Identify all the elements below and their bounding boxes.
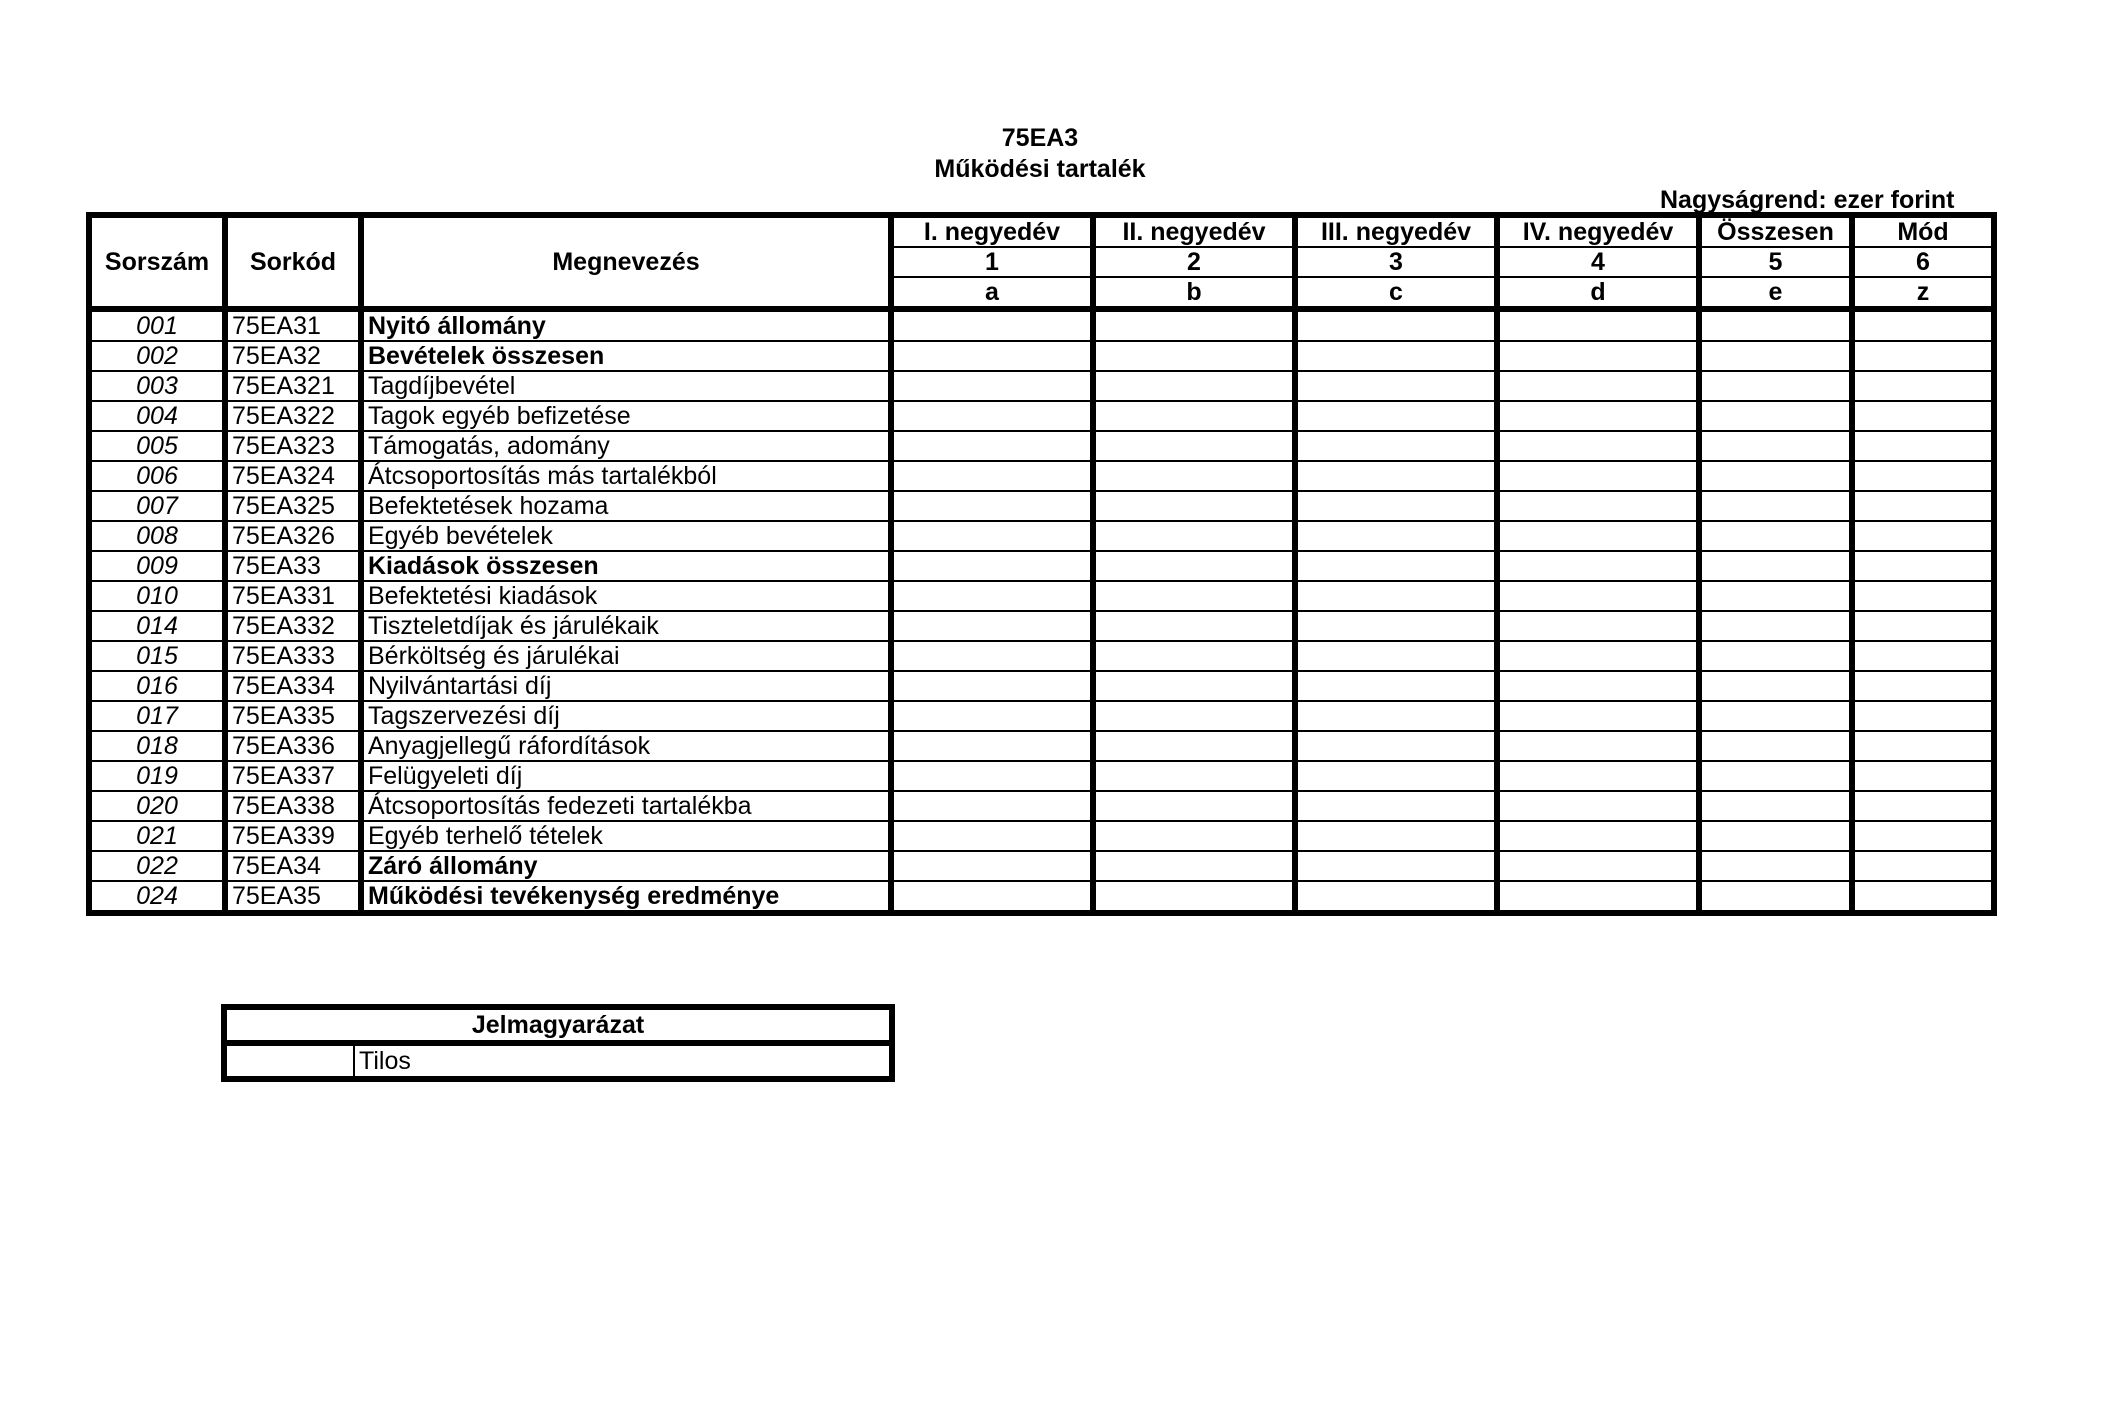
row-sorkod: 75EA335 xyxy=(225,701,361,731)
value-cell[interactable] xyxy=(1093,491,1295,521)
header-period-letter: c xyxy=(1295,277,1497,309)
header-period-label: I. negyedév xyxy=(891,215,1093,247)
row-sorszam: 017 xyxy=(89,701,225,731)
row-sorszam: 008 xyxy=(89,521,225,551)
header-period-num: 5 xyxy=(1699,247,1852,277)
value-cell[interactable] xyxy=(1852,491,1994,521)
table-row xyxy=(89,581,1994,611)
value-cell[interactable] xyxy=(1699,491,1852,521)
table-row xyxy=(89,851,1994,881)
value-cell[interactable] xyxy=(1699,671,1852,701)
value-cell[interactable] xyxy=(1497,671,1699,701)
value-cell[interactable] xyxy=(1699,521,1852,551)
value-cell[interactable] xyxy=(1497,581,1699,611)
table-row xyxy=(89,309,1994,341)
value-cell[interactable] xyxy=(1497,491,1699,521)
main-table xyxy=(86,212,1997,916)
row-sorkod: 75EA321 xyxy=(225,371,361,401)
row-megnevezes: Működési tevékenység eredménye xyxy=(361,881,891,913)
row-sorszam: 016 xyxy=(89,671,225,701)
row-megnevezes: Tagok egyéb befizetése xyxy=(361,401,891,431)
row-sorkod: 75EA332 xyxy=(225,611,361,641)
value-cell[interactable] xyxy=(1093,611,1295,641)
row-sorkod: 75EA326 xyxy=(225,521,361,551)
table-row xyxy=(89,641,1994,671)
row-sorkod: 75EA324 xyxy=(225,461,361,491)
header-period-label: Összesen xyxy=(1699,215,1852,247)
value-cell[interactable] xyxy=(1295,791,1497,821)
table-row xyxy=(89,791,1994,821)
row-sorkod: 75EA333 xyxy=(225,641,361,671)
row-megnevezes: Tiszteletdíjak és járulékaik xyxy=(361,611,891,641)
value-cell[interactable] xyxy=(1295,701,1497,731)
row-sorkod: 75EA34 xyxy=(225,851,361,881)
value-cell[interactable] xyxy=(1295,431,1497,461)
value-cell[interactable] xyxy=(1497,341,1699,371)
row-sorkod: 75EA325 xyxy=(225,491,361,521)
value-cell[interactable] xyxy=(1295,731,1497,761)
value-cell[interactable] xyxy=(1497,551,1699,581)
value-cell[interactable] xyxy=(1093,431,1295,461)
header-period-letter: a xyxy=(891,277,1093,309)
value-cell[interactable] xyxy=(1699,611,1852,641)
value-cell[interactable] xyxy=(1295,551,1497,581)
value-cell[interactable] xyxy=(1852,611,1994,641)
value-cell[interactable] xyxy=(1852,341,1994,371)
value-cell[interactable] xyxy=(891,851,1093,881)
header-period-label: Mód xyxy=(1852,215,1994,247)
row-sorkod: 75EA31 xyxy=(225,309,361,341)
row-megnevezes: Egyéb bevételek xyxy=(361,521,891,551)
value-cell[interactable] xyxy=(891,431,1093,461)
value-cell[interactable] xyxy=(1852,431,1994,461)
value-cell[interactable] xyxy=(1295,521,1497,551)
value-cell[interactable] xyxy=(1093,551,1295,581)
value-cell[interactable] xyxy=(1295,821,1497,851)
row-sorszam: 014 xyxy=(89,611,225,641)
header-period-num: 3 xyxy=(1295,247,1497,277)
value-cell[interactable] xyxy=(1093,821,1295,851)
value-cell[interactable] xyxy=(1699,881,1852,913)
value-cell[interactable] xyxy=(1295,309,1497,341)
value-cell[interactable] xyxy=(1852,551,1994,581)
row-sorkod: 75EA35 xyxy=(225,881,361,913)
header-period-num: 2 xyxy=(1093,247,1295,277)
form-code: 75EA3 xyxy=(1001,124,1079,152)
value-cell[interactable] xyxy=(1093,671,1295,701)
value-cell[interactable] xyxy=(1852,731,1994,761)
row-megnevezes: Befektetési kiadások xyxy=(361,581,891,611)
row-megnevezes: Bérköltség és járulékai xyxy=(361,641,891,671)
row-sorszam: 002 xyxy=(89,341,225,371)
value-cell[interactable] xyxy=(891,581,1093,611)
row-megnevezes: Anyagjellegű ráfordítások xyxy=(361,731,891,761)
value-cell[interactable] xyxy=(891,371,1093,401)
value-cell[interactable] xyxy=(1093,309,1295,341)
value-cell[interactable] xyxy=(1699,551,1852,581)
row-megnevezes: Átcsoportosítás más tartalékból xyxy=(361,461,891,491)
value-cell[interactable] xyxy=(1497,701,1699,731)
row-megnevezes: Egyéb terhelő tételek xyxy=(361,821,891,851)
legend-swatch xyxy=(224,1043,354,1079)
header-period-num: 6 xyxy=(1852,247,1994,277)
row-sorkod: 75EA323 xyxy=(225,431,361,461)
value-cell[interactable] xyxy=(1852,821,1994,851)
value-cell[interactable] xyxy=(1295,371,1497,401)
value-cell[interactable] xyxy=(891,491,1093,521)
value-cell[interactable] xyxy=(1295,641,1497,671)
value-cell[interactable] xyxy=(1852,701,1994,731)
value-cell[interactable] xyxy=(1093,461,1295,491)
value-cell[interactable] xyxy=(891,551,1093,581)
value-cell[interactable] xyxy=(1699,401,1852,431)
value-cell[interactable] xyxy=(1699,309,1852,341)
row-sorkod: 75EA33 xyxy=(225,551,361,581)
value-cell[interactable] xyxy=(1699,581,1852,611)
value-cell[interactable] xyxy=(1497,821,1699,851)
legend-item-label: Tilos xyxy=(354,1043,892,1079)
value-cell[interactable] xyxy=(1093,851,1295,881)
value-cell[interactable] xyxy=(1295,761,1497,791)
row-megnevezes: Tagdíjbevétel xyxy=(361,371,891,401)
table-row xyxy=(89,461,1994,491)
value-cell[interactable] xyxy=(1295,341,1497,371)
value-cell[interactable] xyxy=(1699,821,1852,851)
row-megnevezes: Támogatás, adomány xyxy=(361,431,891,461)
value-cell[interactable] xyxy=(891,731,1093,761)
row-sorszam: 007 xyxy=(89,491,225,521)
value-cell[interactable] xyxy=(891,791,1093,821)
value-cell[interactable] xyxy=(1295,671,1497,701)
value-cell[interactable] xyxy=(1497,309,1699,341)
row-sorkod: 75EA338 xyxy=(225,791,361,821)
row-sorkod: 75EA32 xyxy=(225,341,361,371)
row-sorszam: 015 xyxy=(89,641,225,671)
value-cell[interactable] xyxy=(1295,851,1497,881)
table-row xyxy=(89,371,1994,401)
table-row xyxy=(89,341,1994,371)
row-sorszam: 004 xyxy=(89,401,225,431)
value-cell[interactable] xyxy=(1295,491,1497,521)
table-row xyxy=(89,551,1994,581)
value-cell[interactable] xyxy=(891,611,1093,641)
value-cell[interactable] xyxy=(1093,521,1295,551)
value-cell[interactable] xyxy=(1093,731,1295,761)
table-row xyxy=(89,881,1994,913)
value-cell[interactable] xyxy=(1093,701,1295,731)
table-row xyxy=(89,761,1994,791)
row-megnevezes: Bevételek összesen xyxy=(361,341,891,371)
value-cell[interactable] xyxy=(1497,611,1699,641)
value-cell[interactable] xyxy=(1093,371,1295,401)
value-cell[interactable] xyxy=(1699,431,1852,461)
header-period-label: IV. negyedév xyxy=(1497,215,1699,247)
value-cell[interactable] xyxy=(1497,431,1699,461)
row-sorkod: 75EA337 xyxy=(225,761,361,791)
header-period-letter: b xyxy=(1093,277,1295,309)
value-cell[interactable] xyxy=(1295,881,1497,913)
header-period-letter: e xyxy=(1699,277,1852,309)
value-cell[interactable] xyxy=(1852,851,1994,881)
table-row xyxy=(89,401,1994,431)
row-sorkod: 75EA322 xyxy=(225,401,361,431)
header-period-label: II. negyedév xyxy=(1093,215,1295,247)
value-cell[interactable] xyxy=(1093,791,1295,821)
value-cell[interactable] xyxy=(891,761,1093,791)
row-megnevezes: Kiadások összesen xyxy=(361,551,891,581)
value-cell[interactable] xyxy=(1852,791,1994,821)
value-cell[interactable] xyxy=(1497,521,1699,551)
table-row xyxy=(89,821,1994,851)
value-cell[interactable] xyxy=(891,821,1093,851)
value-cell[interactable] xyxy=(891,701,1093,731)
row-megnevezes: Nyilvántartási díj xyxy=(361,671,891,701)
value-cell[interactable] xyxy=(1699,731,1852,761)
value-cell[interactable] xyxy=(1093,761,1295,791)
value-cell[interactable] xyxy=(891,401,1093,431)
row-sorkod: 75EA339 xyxy=(225,821,361,851)
table-row xyxy=(89,671,1994,701)
value-cell[interactable] xyxy=(1699,371,1852,401)
value-cell[interactable] xyxy=(1497,881,1699,913)
row-megnevezes: Felügyeleti díj xyxy=(361,761,891,791)
value-cell[interactable] xyxy=(1295,611,1497,641)
form-title: Működési tartalék xyxy=(934,155,1146,183)
value-cell[interactable] xyxy=(1699,851,1852,881)
row-sorszam: 009 xyxy=(89,551,225,581)
row-megnevezes: Átcsoportosítás fedezeti tartalékba xyxy=(361,791,891,821)
row-sorkod: 75EA334 xyxy=(225,671,361,701)
unit-note: Nagyságrend: ezer forint xyxy=(1660,186,1955,214)
value-cell[interactable] xyxy=(1093,881,1295,913)
header-period-num: 4 xyxy=(1497,247,1699,277)
value-cell[interactable] xyxy=(1699,341,1852,371)
row-sorszam: 010 xyxy=(89,581,225,611)
value-cell[interactable] xyxy=(1699,461,1852,491)
row-sorszam: 019 xyxy=(89,761,225,791)
value-cell[interactable] xyxy=(1093,341,1295,371)
header-period-letter: d xyxy=(1497,277,1699,309)
row-sorszam: 003 xyxy=(89,371,225,401)
row-sorszam: 022 xyxy=(89,851,225,881)
value-cell[interactable] xyxy=(1699,761,1852,791)
value-cell[interactable] xyxy=(1852,309,1994,341)
value-cell[interactable] xyxy=(1852,641,1994,671)
header-sorszam: Sorszám xyxy=(89,215,225,309)
table-row xyxy=(89,611,1994,641)
value-cell[interactable] xyxy=(1497,401,1699,431)
value-cell[interactable] xyxy=(1699,701,1852,731)
value-cell[interactable] xyxy=(1093,641,1295,671)
value-cell[interactable] xyxy=(1295,401,1497,431)
table-row xyxy=(89,701,1994,731)
value-cell[interactable] xyxy=(1852,881,1994,913)
value-cell[interactable] xyxy=(1295,461,1497,491)
value-cell[interactable] xyxy=(1699,641,1852,671)
table-row xyxy=(89,431,1994,461)
value-cell[interactable] xyxy=(1497,851,1699,881)
value-cell[interactable] xyxy=(891,341,1093,371)
row-megnevezes: Záró állomány xyxy=(361,851,891,881)
value-cell[interactable] xyxy=(891,671,1093,701)
value-cell[interactable] xyxy=(1852,461,1994,491)
value-cell[interactable] xyxy=(1699,791,1852,821)
header-megnevezes: Megnevezés xyxy=(361,215,891,309)
value-cell[interactable] xyxy=(1852,761,1994,791)
value-cell[interactable] xyxy=(891,521,1093,551)
header-period-letter: z xyxy=(1852,277,1994,309)
value-cell[interactable] xyxy=(1497,371,1699,401)
header-period-label: III. negyedév xyxy=(1295,215,1497,247)
legend-table xyxy=(221,1004,895,1082)
row-megnevezes: Tagszervezési díj xyxy=(361,701,891,731)
value-cell[interactable] xyxy=(1852,521,1994,551)
table-row xyxy=(89,731,1994,761)
row-sorszam: 006 xyxy=(89,461,225,491)
value-cell[interactable] xyxy=(1497,791,1699,821)
value-cell[interactable] xyxy=(1852,581,1994,611)
value-cell[interactable] xyxy=(1852,401,1994,431)
value-cell[interactable] xyxy=(1295,581,1497,611)
value-cell[interactable] xyxy=(891,641,1093,671)
row-megnevezes: Befektetések hozama xyxy=(361,491,891,521)
value-cell[interactable] xyxy=(1093,401,1295,431)
row-sorszam: 021 xyxy=(89,821,225,851)
row-sorszam: 018 xyxy=(89,731,225,761)
row-sorszam: 024 xyxy=(89,881,225,913)
value-cell[interactable] xyxy=(1497,641,1699,671)
legend-title: Jelmagyarázat xyxy=(224,1007,892,1043)
value-cell[interactable] xyxy=(1497,461,1699,491)
value-cell[interactable] xyxy=(1093,581,1295,611)
header-sorkod: Sorkód xyxy=(225,215,361,309)
row-sorkod: 75EA331 xyxy=(225,581,361,611)
header-row-1 xyxy=(89,215,1994,247)
value-cell[interactable] xyxy=(1852,371,1994,401)
table-row xyxy=(89,521,1994,551)
value-cell[interactable] xyxy=(1497,731,1699,761)
row-sorszam: 001 xyxy=(89,309,225,341)
value-cell[interactable] xyxy=(891,881,1093,913)
table-row xyxy=(89,491,1994,521)
header-period-num: 1 xyxy=(891,247,1093,277)
row-sorszam: 005 xyxy=(89,431,225,461)
row-megnevezes: Nyitó állomány xyxy=(361,309,891,341)
value-cell[interactable] xyxy=(891,461,1093,491)
value-cell[interactable] xyxy=(1852,671,1994,701)
value-cell[interactable] xyxy=(1497,761,1699,791)
row-sorkod: 75EA336 xyxy=(225,731,361,761)
value-cell[interactable] xyxy=(891,309,1093,341)
row-sorszam: 020 xyxy=(89,791,225,821)
